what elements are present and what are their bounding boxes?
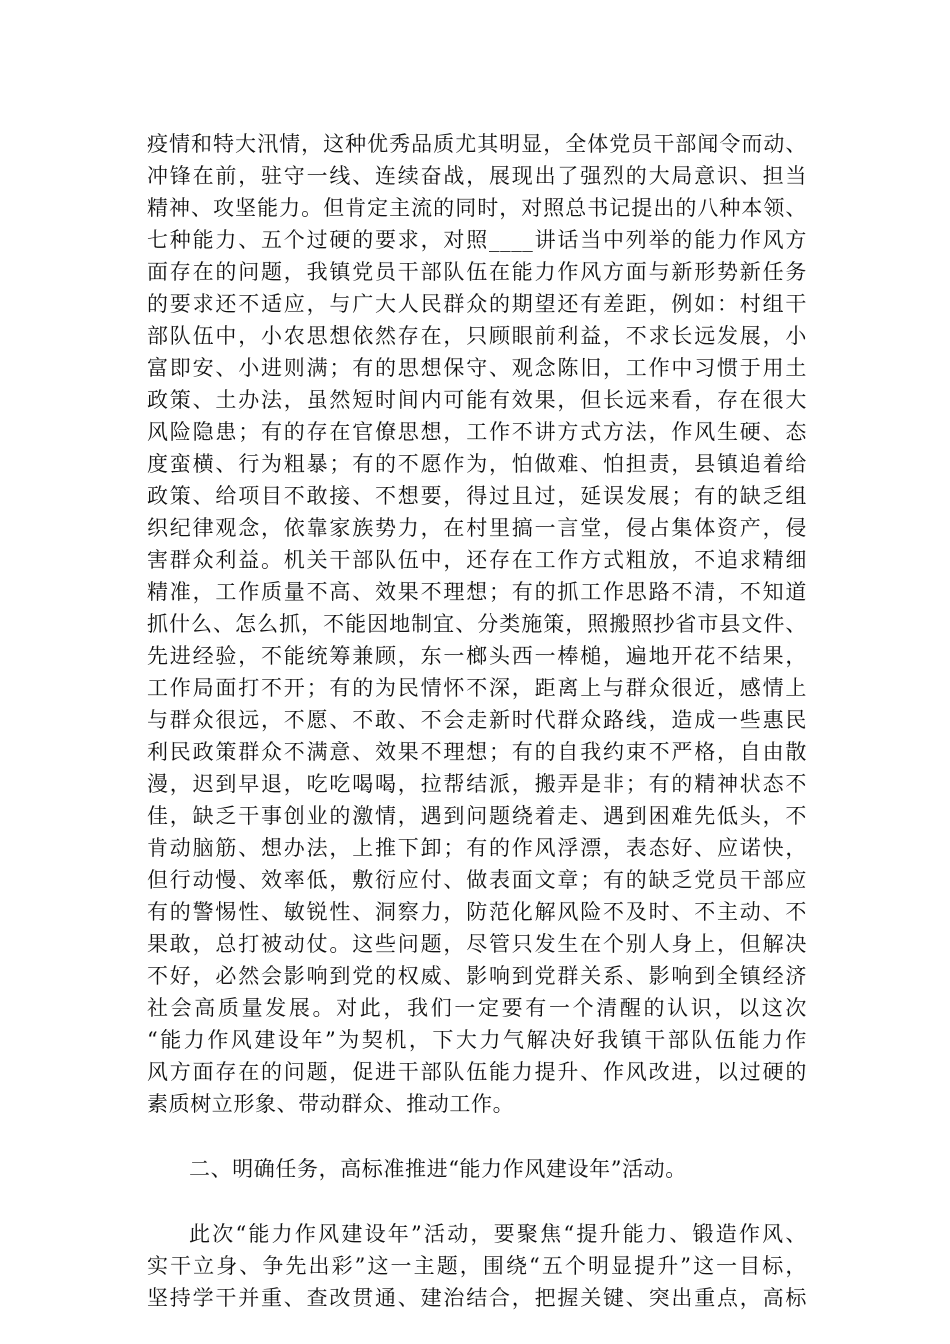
text-line: 利民政策群众不满意、效果不理想；有的自我约束不严格，自由散: [147, 740, 807, 764]
text-line: 政策、土办法，虽然短时间内可能有效果，但长远来看，存在很大: [147, 388, 807, 412]
text-line: 风险隐患；有的存在官僚思想，工作不讲方式方法，作风生硬、态: [147, 420, 807, 444]
text-line: 富即安、小进则满；有的思想保守、观念陈旧，工作中习惯于用土: [147, 356, 807, 380]
text-line: 佳，缺乏干事创业的激情，遇到问题绕着走、遇到困难先低头，不: [147, 804, 807, 828]
text-line: 精准，工作质量不高、效果不理想；有的抓工作思路不清，不知道: [147, 580, 807, 604]
text-line: 但行动慢、效率低，敷衍应付、做表面文章；有的缺乏党员干部应: [147, 868, 807, 892]
text-line: 风方面存在的问题，促进干部队伍能力提升、作风改进，以过硬的: [147, 1060, 807, 1084]
paragraph-spacer: [147, 1185, 807, 1218]
paragraph-1: [147, 128, 807, 1120]
text-line: 实干立身、争先出彩”这一主题，围绕“五个明显提升”这一目标，: [147, 1254, 807, 1278]
text-line: 害群众利益。机关干部队伍中，还存在工作方式粗放，不追求精细: [147, 548, 807, 572]
text-line: 抓什么、怎么抓，不能因地制宜、分类施策，照搬照抄省市县文件、: [147, 612, 807, 636]
text-line: 疫情和特大汛情，这种优秀品质尤其明显，全体党员干部闻令而动、: [147, 132, 807, 156]
text-line: 素质树立形象、带动群众、推动工作。: [147, 1092, 515, 1116]
text-line: 社会高质量发展。对此，我们一定要有一个清醒的认识，以这次: [147, 996, 807, 1020]
text-line: 工作局面打不开；有的为民情怀不深，距离上与群众很近，感情上: [147, 676, 807, 700]
text-line: 部队伍中，小农思想依然存在，只顾眼前利益，不求长远发展，小: [147, 324, 807, 348]
text-line: 七种能力、五个过硬的要求，对照____讲话当中列举的能力作风方: [147, 228, 807, 252]
text-line: 此次“能力作风建设年”活动，要聚焦“提升能力、锻造作风、: [189, 1222, 807, 1246]
text-line: 与群众很远，不愿、不敢、不会走新时代群众路线，造成一些惠民: [147, 708, 807, 732]
text-line: 度蛮横、行为粗暴；有的不愿作为，怕做难、怕担责，县镇追着给: [147, 452, 807, 476]
paragraph-spacer: [147, 1120, 807, 1153]
text-line: 精神、攻坚能力。但肯定主流的同时，对照总书记提出的八种本领、: [147, 196, 807, 220]
text-line: 先进经验，不能统筹兼顾，东一榔头西一棒槌，遍地开花不结果，: [147, 644, 807, 668]
text-line: “能力作风建设年”为契机，下大力气解决好我镇干部队伍能力作: [147, 1028, 807, 1052]
text-line: 有的警惕性、敏锐性、洞察力，防范化解风险不及时、不主动、不: [147, 900, 807, 924]
text-line: 肯动脑筋、想办法，上推下卸；有的作风浮漂，表态好、应诺快，: [147, 836, 807, 860]
text-line: 冲锋在前，驻守一线、连续奋战，展现出了强烈的大局意识、担当: [147, 164, 807, 188]
text-line: 坚持学干并重、查改贯通、建治结合，把握关键、突出重点，高标: [147, 1286, 807, 1310]
paragraph-2: [147, 1218, 807, 1314]
text-line: 不好，必然会影响到党的权威、影响到党群关系、影响到全镇经济: [147, 964, 807, 988]
text-line: 果敢，总打被动仗。这些问题，尽管只发生在个别人身上，但解决: [147, 932, 807, 956]
text-line: 织纪律观念，依靠家族势力，在村里搞一言堂，侵占集体资产，侵: [147, 516, 807, 540]
section-heading: 二、明确任务，高标准推进“能力作风建设年”活动。: [189, 1157, 687, 1181]
text-line: 漫，迟到早退，吃吃喝喝，拉帮结派，搬弄是非；有的精神状态不: [147, 772, 807, 796]
text-line: 的要求还不适应，与广大人民群众的期望还有差距，例如：村组干: [147, 292, 807, 316]
document-body: [147, 128, 807, 1314]
text-line: 面存在的问题，我镇党员干部队伍在能力作风方面与新形势新任务: [147, 260, 807, 284]
text-line: 政策、给项目不敢接、不想要，得过且过，延误发展；有的缺乏组: [147, 484, 807, 508]
